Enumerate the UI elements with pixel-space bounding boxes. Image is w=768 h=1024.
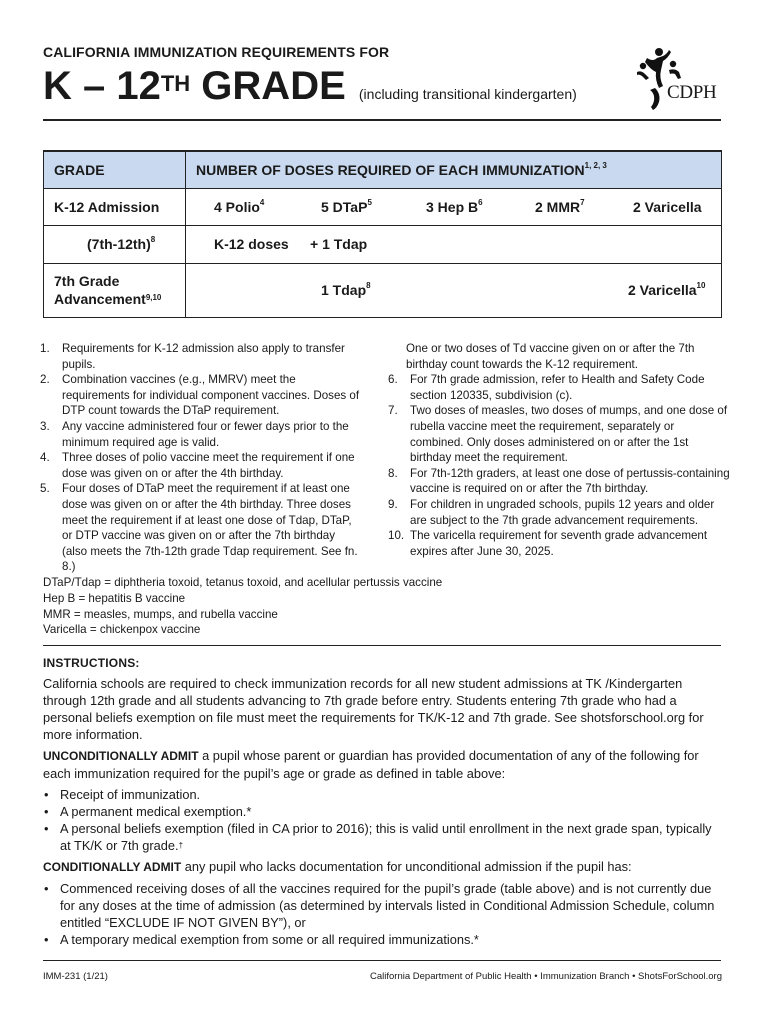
cdph-logo-text: CDPH (667, 82, 717, 103)
doses-column-header-label: NUMBER OF DOSES REQUIRED OF EACH IMMUNIZATION (196, 161, 585, 178)
conditional-admit-text: any pupil who lacks documentation for unconditional admission if the pupil has: (181, 859, 632, 874)
doses-cell-7th-advancement (186, 263, 722, 317)
footnote-8: 8. For 7th-12th graders, at least one dose of pertussis-containing vaccine is required on or after the 7th birthday. (388, 466, 730, 496)
footer-divider (43, 960, 721, 961)
table-row (44, 188, 722, 225)
table-row (44, 263, 722, 317)
dose-dtap: 5 DTaP$^5$ (321, 197, 372, 215)
list-item: • A personal beliefs exemption (filed in CA prior to 2016); this is valid until enrollment in the next grade span, typically at TK/K or 7th grade.† (44, 821, 712, 853)
unconditional-admit-text: a pupil whose parent or guardian has provided documentation of any of the following for each immunization required for the pupil’s age or grade as defined in table above: (43, 748, 699, 781)
header-divider (43, 119, 721, 121)
doses-cell-7th-12th (186, 225, 722, 263)
dose-hepb: 3 Hep $B^6$ (426, 197, 483, 215)
footnote-9: 9. For children in ungraded schools, pupils 12 years and older are subject to the 7th grade advancement requirements. (388, 497, 715, 527)
cdph-logo (633, 44, 723, 114)
dose-k12-doses: K-12 doses (214, 236, 289, 252)
list-item: • Commenced receiving doses of all the vaccines required for the pupil’s grade (table above) and is not currently due for any doses at the time of admission (as determined by intervals listed in Conditional Admission Schedule, column entitled “EXCLUDE IF NOT GIVEN BY”), or (44, 881, 715, 930)
grade-cell-7th-advancement: 7th Grade Advancement$^{9,10}$ (44, 263, 186, 317)
form-number: IMM-231 (1/21) (43, 971, 108, 982)
footnotes-column-left (40, 341, 362, 575)
dose-varicella: 2 Varicella (633, 198, 702, 215)
footnote-1: 1. Requirements for K-12 admission also apply to transfer pupils. (40, 342, 345, 371)
conditional-admit-lead: CONDITIONALLY ADMIT (43, 860, 182, 874)
requirements-table (43, 150, 722, 318)
instructions-intro: California schools are required to check immunization records for all new student admissions at TK /Kindergarten through 12th grade and all students advancing to 7th grade before entry. Students entering 7th grade who had a personal beliefs exemption on file must meet the requirements for TK/K-12 and 7th grade. See shotsforschool.org for more information. (43, 676, 704, 742)
list-item: • A permanent medical exemption.* (44, 804, 252, 819)
title-superscript: TH (160, 71, 191, 96)
abbreviations-list (43, 575, 442, 638)
grade-cell-k12-admission: K-12 Admission (44, 188, 186, 225)
document-pretitle: CALIFORNIA IMMUNIZATION REQUIREMENTS FOR (43, 44, 390, 60)
footnote-5-continued: One or two doses of Td vaccine given on or after the 7th birthday count towards the K-12 requirement. (406, 342, 695, 371)
list-item: • A temporary medical exemption from some or all required immunizations.* (44, 932, 479, 947)
abbreviation-dtap: DTaP/Tdap = diphtheria toxoid, tetanus toxoid, and acellular pertussis vaccine (43, 576, 443, 589)
footnote-10: 10. The varicella requirement for seventh grade advancement expires after June 30, 2025. (388, 529, 708, 558)
title-end: GRADE (190, 64, 346, 108)
document-title (43, 62, 577, 118)
footnote-7: 7. Two doses of measles, two doses of mumps, and one dose of rubella vaccine meet the requirement, separately or combined. Only doses administered on or after the 1st birthday meet the requirement. (388, 404, 728, 465)
section-divider (43, 645, 721, 646)
conditional-admit-paragraph (43, 858, 725, 876)
instructions-section (43, 655, 725, 952)
dose-tdap-7th: 1 Tdap$^8$ (321, 281, 371, 298)
dose-tdap-plus: + 1 Tdap (310, 236, 368, 252)
title-main: K – 12 (43, 64, 161, 108)
dose-polio: 4 Polio$^4$ (214, 197, 265, 215)
unconditional-admit-paragraph (43, 747, 725, 782)
footnote-4: 4. Three doses of polio vaccine meet the requirement if one dose was given on or after the 4th birthday. (40, 451, 355, 480)
footnote-2: 2. Combination vaccines (e.g., MMRV) meet the requirements for individual component vaccines. Doses of DTP count towards the DTaP requirement. (40, 373, 360, 418)
unconditional-admit-lead: UNCONDITIONALLY ADMIT (43, 749, 199, 763)
dose-varicella-7th: 2 Varicella$^{10}$ (628, 281, 706, 298)
abbreviation-varicella: Varicella = chickenpox vaccine (43, 623, 201, 637)
abbreviation-hepb: Hep B = hepatitis B vaccine (43, 591, 186, 605)
footnote-3: 3. Any vaccine administered four or fewer days prior to the minimum required age is valid. (40, 419, 349, 449)
abbreviation-mmr: MMR = measles, mumps, and rubella vaccine (43, 607, 278, 621)
footnote-6: 6. For 7th grade admission, refer to Health and Safety Code section 120335, subdivision (c). (388, 373, 705, 402)
unconditional-admit-list (43, 786, 725, 854)
document-header (43, 42, 723, 120)
doses-cell-k12-admission (186, 188, 722, 225)
footnote-5: 5. Four doses of DTaP meet the requirement if at least one dose was given on or after the 4th birthday. Three doses meet the requirement if at least one dose of Tdap, DTaP, or DTP vaccine was given on or after the 7th birthday (also meets the 7th-12th grade Tdap requirement. See fn. 8.) (40, 482, 358, 574)
doses-column-header-sup: 1, 2, 3 (584, 160, 607, 170)
document-subtitle: (including transitional kindergarten) (358, 86, 577, 102)
footnotes-column-right (388, 341, 730, 559)
table-row (44, 225, 722, 263)
grade-column-header (44, 151, 186, 188)
doses-column-header (186, 151, 722, 188)
grade-cell-7th-12th: $(7th-12th)^8$ (44, 225, 186, 263)
table-header-row (44, 151, 722, 188)
dose-mmr: 2 MMR$^7$ (535, 197, 585, 215)
list-item: • Receipt of immunization. (44, 787, 201, 802)
instructions-heading: INSTRUCTIONS: (43, 656, 140, 670)
conditional-admit-list (43, 880, 725, 948)
footer-organization: California Department of Public Health • Immunization Branch • ShotsForSchool.org (370, 971, 722, 982)
grade-column-header-label: GRADE (54, 161, 105, 178)
